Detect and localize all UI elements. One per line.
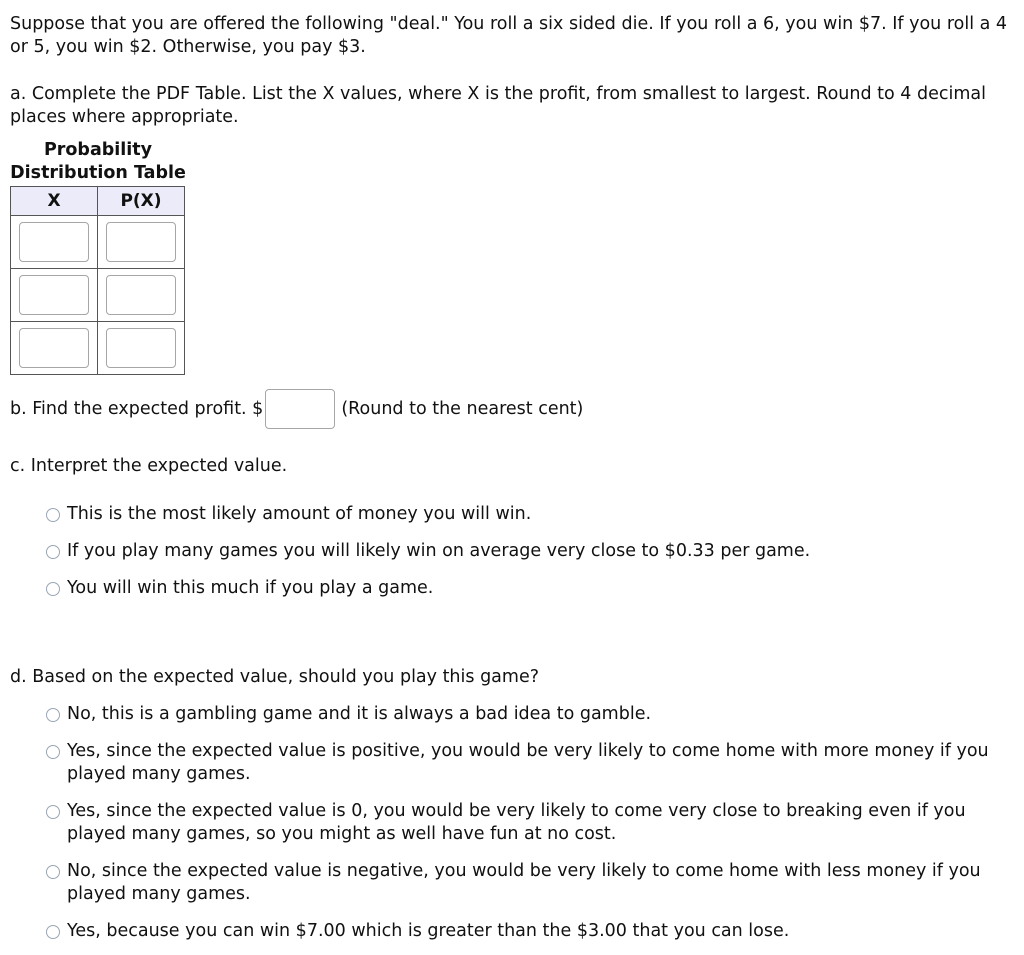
option-label: No, this is a gambling game and it is always a bad idea to gamble. bbox=[67, 704, 652, 724]
part-c-option-1[interactable] bbox=[46, 503, 1006, 526]
radio-button[interactable] bbox=[46, 508, 60, 522]
option-label: No, since the expected value is negative, you would be very likely to come home with less money if you played many games. bbox=[67, 861, 981, 904]
radio-button[interactable] bbox=[46, 708, 60, 722]
part-c-prompt: c. Interpret the expected value. bbox=[10, 456, 288, 476]
radio-button[interactable] bbox=[46, 865, 60, 879]
option-label: You will win this much if you play a game. bbox=[67, 578, 434, 598]
x-value-input-1[interactable] bbox=[19, 222, 89, 262]
column-header-px: P(X) bbox=[98, 187, 185, 216]
probability-distribution-table bbox=[10, 186, 185, 375]
expected-profit-input[interactable] bbox=[265, 389, 335, 429]
option-label: If you play many games you will likely win on average very close to $0.33 per game. bbox=[67, 541, 811, 561]
part-a-prompt: a. Complete the PDF Table. List the X values, where X is the profit, from smallest to largest. Round to 4 decimal places where appropriate. bbox=[10, 84, 986, 127]
probability-input-2[interactable] bbox=[106, 275, 176, 315]
option-label: This is the most likely amount of money you will win. bbox=[67, 504, 532, 524]
problem-statement: Suppose that you are offered the following "deal." You roll a six sided die. If you roll a 6, you win $7. If you roll a 4 or 5, you win $2. Otherwise, you pay $3. bbox=[10, 14, 1008, 57]
part-d-option-3[interactable] bbox=[46, 800, 1006, 846]
part-c-option-3[interactable] bbox=[46, 577, 1006, 600]
radio-button[interactable] bbox=[46, 805, 60, 819]
table-row bbox=[11, 269, 185, 322]
radio-button[interactable] bbox=[46, 745, 60, 759]
part-d-option-2[interactable] bbox=[46, 740, 1006, 786]
rounding-note: (Round to the nearest cent) bbox=[341, 399, 584, 419]
x-value-input-3[interactable] bbox=[19, 328, 89, 368]
probability-input-3[interactable] bbox=[106, 328, 176, 368]
part-c-option-2[interactable] bbox=[46, 540, 1006, 563]
table-row bbox=[11, 216, 185, 269]
option-label: Yes, since the expected value is positive, you would be very likely to come home with more money if you played many games. bbox=[67, 741, 989, 784]
part-b-row bbox=[10, 389, 583, 429]
table-row bbox=[11, 322, 185, 375]
option-label: Yes, because you can win $7.00 which is greater than the $3.00 that you can lose. bbox=[67, 921, 790, 941]
table-caption: Probability Distribution Table bbox=[10, 140, 186, 183]
radio-button[interactable] bbox=[46, 582, 60, 596]
part-b-prompt: b. Find the expected profit. $ bbox=[10, 399, 264, 419]
radio-button[interactable] bbox=[46, 545, 60, 559]
part-d-option-4[interactable] bbox=[46, 860, 1006, 906]
radio-button[interactable] bbox=[46, 925, 60, 939]
option-label: Yes, since the expected value is 0, you would be very likely to come very close to breaking even if you played many games, so you might as well have fun at no cost. bbox=[67, 801, 966, 844]
probability-input-1[interactable] bbox=[106, 222, 176, 262]
part-d-option-5[interactable] bbox=[46, 920, 1006, 943]
column-header-x: X bbox=[11, 187, 98, 216]
part-d-prompt: d. Based on the expected value, should you play this game? bbox=[10, 667, 539, 687]
part-d-option-1[interactable] bbox=[46, 703, 1006, 726]
x-value-input-2[interactable] bbox=[19, 275, 89, 315]
